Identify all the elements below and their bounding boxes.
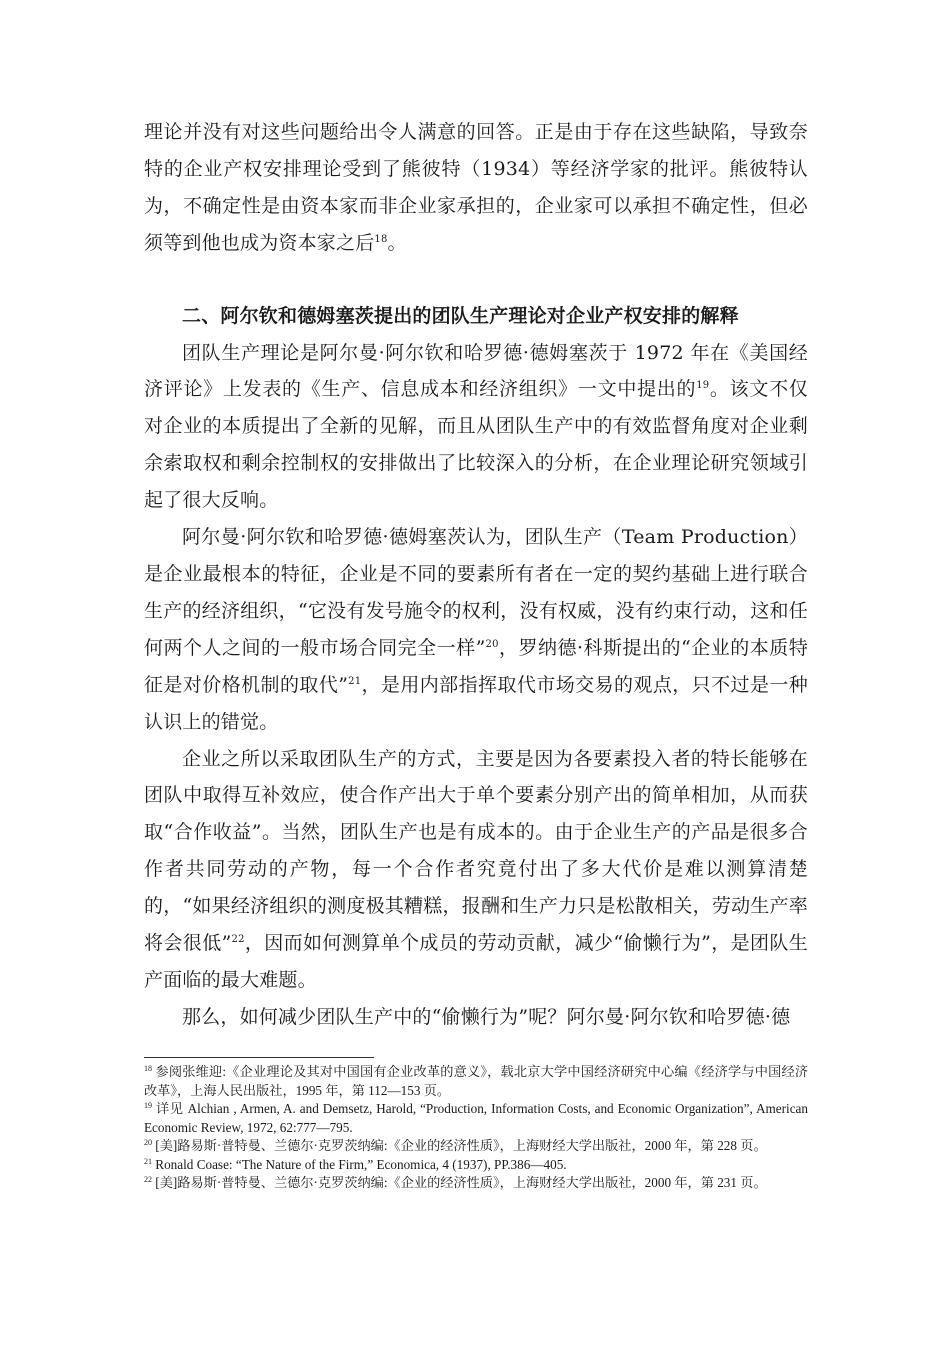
footnote-ref[interactable]: 22 (231, 934, 245, 946)
footnote (144, 1137, 808, 1156)
section-heading: 二、阿尔钦和德姆塞茨提出的团队生产理论对企业产权安排的解释 (182, 304, 739, 327)
footnote-ref[interactable]: 20 (485, 638, 499, 650)
paragraph-text: 企业之所以采取团队生产的方式，主要是因为各要素投入者的特长能够在团队中取得互补效应，使合作产出大于单个要素分别产出的简单相加，从而获取“合作收益”。当然，团队生产也是有成本的。由于企业生产的产品是很多合作者共同劳动的产物，每一个合作者究竟付出了多大代价是难以测算清楚的，“如果经济组织的测度极其糟糕，报酬和生产力只是松散相关，劳动生产率将会很低” (144, 747, 808, 955)
footnote-number: 19 (144, 1101, 152, 1110)
footnote (144, 1174, 808, 1193)
footnote-text: 详见 Alchian , Armen, A. and Demsetz, Harold, “Production, Information Costs, and Economic Organization”, American Economic Review, 1972, 62:777—795. (144, 1101, 808, 1135)
paragraph-text: 阿尔曼·阿尔钦和哈罗德·德姆塞茨认为，团队生产（Team Production）是企业最根本的特征，企业是不同的要素所有者在一定的契约基础上进行联合生产的经济组织，“它没有发号施令的权利，没有权威，没有约束行动，这和任何两个人之间的一般市场合同完全一样” (144, 526, 808, 659)
paragraph-text: 。该文不仅对企业的本质提出了全新的见解，而且从团队生产中的有效监督角度对企业剩余索取权和剩余控制权的安排做出了比较深入的分析，在企业理论研究领域引起了很大反响。 (144, 378, 808, 512)
paragraph-text: 。 (387, 231, 407, 254)
paragraph-text: ，因而如何测算单个成员的劳动贡献，减少“偷懒行为”，是团队生产面临的最大难题。 (144, 932, 808, 991)
footnote-text: [美]路易斯·普特曼、兰德尔·克罗茨纳编:《企业的经济性质》，上海财经大学出版社，2000 年，第 228 页。 (155, 1138, 767, 1153)
footnote-number: 20 (144, 1138, 152, 1147)
paragraph-text: ，罗纳德·科斯提出的“企业的本质特征是对价格机制的取代” (144, 636, 808, 696)
paragraph-text: 团队生产理论是阿尔曼·阿尔钦和哈罗德·德姆塞茨于 1972 年在《美国经济评论》上发表的《生产、信息成本和经济组织》一文中提出的 (144, 341, 808, 401)
footnote-text: [美]路易斯·普特曼、兰德尔·克罗茨纳编:《企业的经济性质》，上海财经大学出版社，2000 年，第 231 页。 (155, 1175, 767, 1190)
footnote-ref[interactable]: 18 (374, 233, 388, 245)
footnote (144, 1100, 808, 1137)
footnote-number: 22 (144, 1175, 152, 1184)
paragraph-text: ，是用内部指挥取代市场交易的观点，只不过是一种认识上的错觉。 (144, 673, 808, 733)
paragraph (144, 741, 808, 999)
footnote-text: Ronald Coase: “The Nature of the Firm,” Economica, 4 (1937), PP.386—405. (155, 1156, 567, 1172)
footnote (144, 1063, 808, 1100)
paragraph-text: 理论并没有对这些问题给出令人满意的回答。正是由于存在这些缺陷，导致奈特的企业产权安排理论受到了熊彼特（1934）等经济学家的批评。熊彼特认为，不确定性是由资本家而非企业家承担的，企业家可以承担不确定性，但必须等到他也成为资本家之后 (144, 121, 808, 254)
footnotes (144, 1063, 808, 1193)
footnote-ref[interactable]: 21 (348, 675, 362, 687)
footnote-number: 21 (144, 1156, 152, 1166)
paragraph (144, 519, 808, 740)
footnote-number: 18 (144, 1064, 152, 1073)
footnote-divider (144, 1057, 374, 1058)
footnote-ref[interactable]: 19 (696, 380, 710, 392)
body-text (144, 114, 808, 1036)
footnote (144, 1156, 808, 1175)
footnote-text: 参阅张维迎:《企业理论及其对中国国有企业改革的意义》，载北京大学中国经济研究中心编《经济学与中国经济改革》，上海人民出版社，1995 年，第 112—153 页。 (144, 1064, 809, 1098)
paragraph (144, 335, 808, 520)
paragraph: 那么，如何减少团队生产中的“偷懒行为”呢？阿尔曼·阿尔钦和哈罗德·德 (182, 1005, 791, 1028)
paragraph-continued (144, 114, 808, 262)
